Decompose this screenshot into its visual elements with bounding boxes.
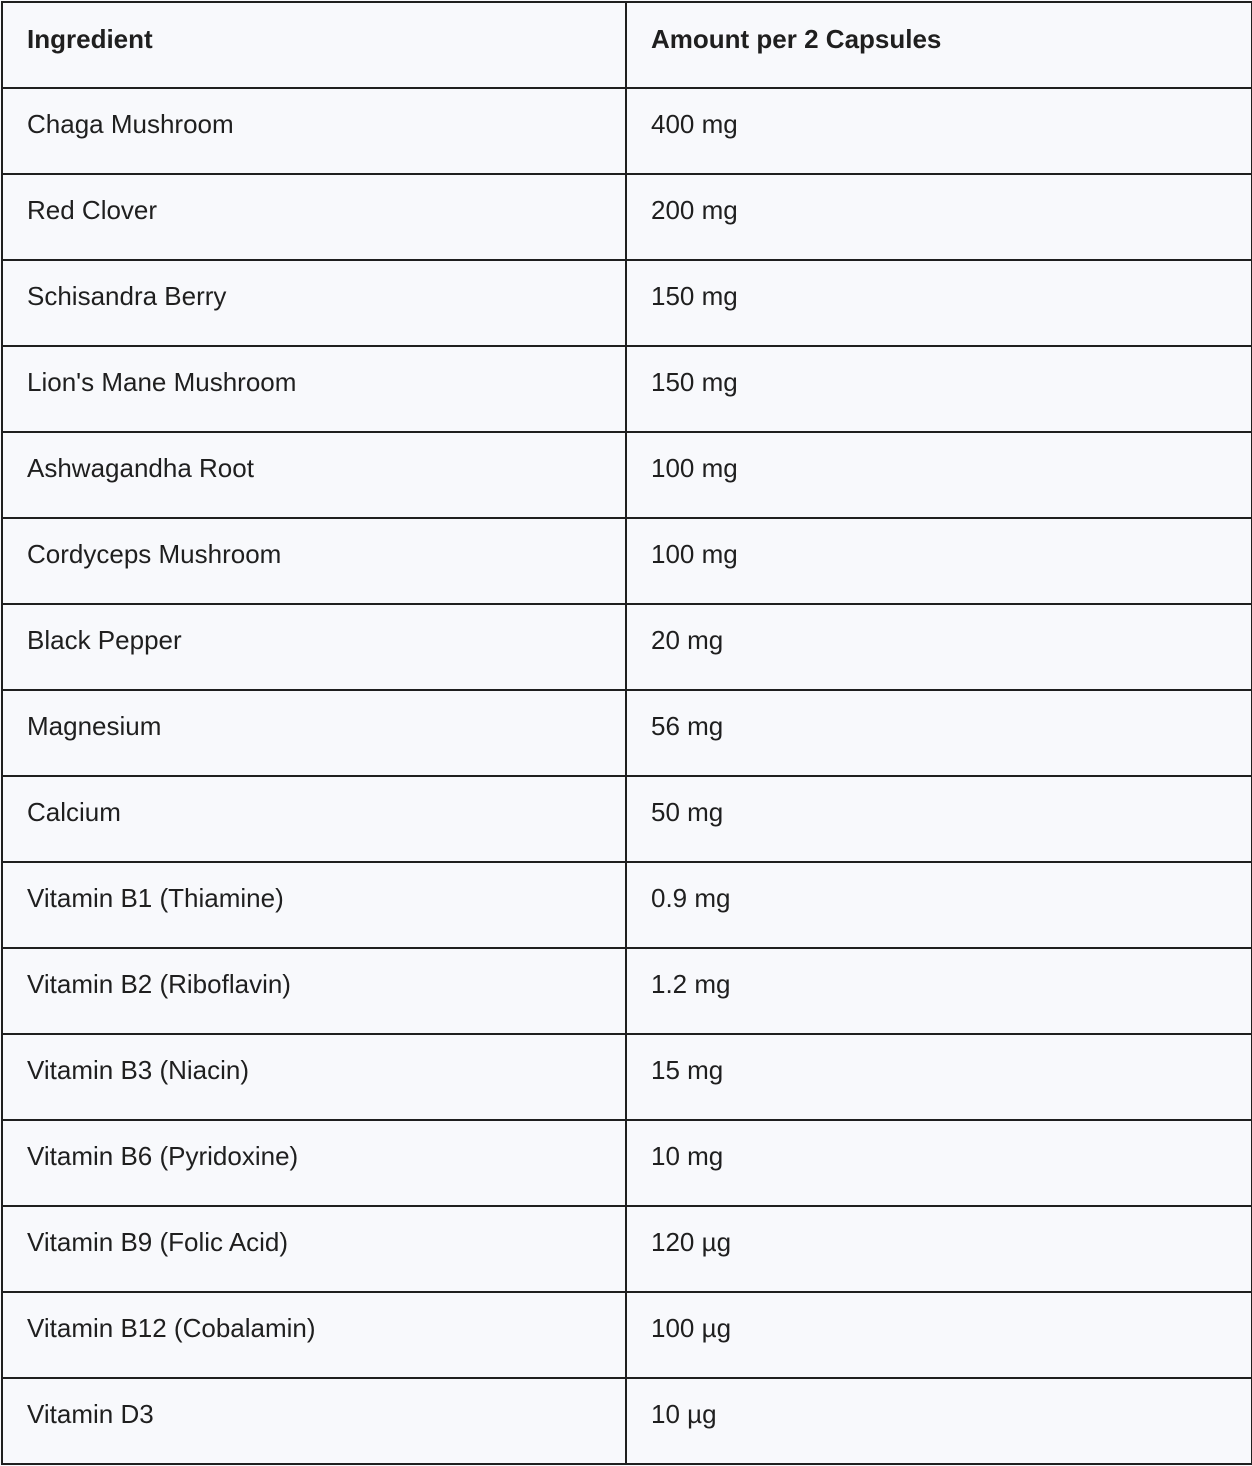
table-row bbox=[2, 432, 1252, 518]
ingredient-cell: Vitamin B12 (Cobalamin) bbox=[2, 1292, 626, 1378]
table-row bbox=[2, 1206, 1252, 1292]
amount-cell: 100 mg bbox=[626, 518, 1252, 604]
table-header-row bbox=[2, 2, 1252, 88]
amount-cell: 10 µg bbox=[626, 1378, 1252, 1464]
ingredient-cell: Vitamin D3 bbox=[2, 1378, 626, 1464]
amount-cell: 100 mg bbox=[626, 432, 1252, 518]
amount-cell: 10 mg bbox=[626, 1120, 1252, 1206]
ingredient-cell: Black Pepper bbox=[2, 604, 626, 690]
ingredient-cell: Vitamin B3 (Niacin) bbox=[2, 1034, 626, 1120]
amount-cell: 0.9 mg bbox=[626, 862, 1252, 948]
amount-cell: 100 µg bbox=[626, 1292, 1252, 1378]
table-row bbox=[2, 604, 1252, 690]
amount-cell: 150 mg bbox=[626, 346, 1252, 432]
amount-cell: 400 mg bbox=[626, 88, 1252, 174]
table-row bbox=[2, 690, 1252, 776]
table-row bbox=[2, 88, 1252, 174]
table-row bbox=[2, 776, 1252, 862]
table-body bbox=[2, 88, 1252, 1464]
ingredient-cell: Ashwagandha Root bbox=[2, 432, 626, 518]
ingredient-cell: Calcium bbox=[2, 776, 626, 862]
amount-cell: 1.2 mg bbox=[626, 948, 1252, 1034]
amount-cell: 50 mg bbox=[626, 776, 1252, 862]
ingredient-cell: Lion's Mane Mushroom bbox=[2, 346, 626, 432]
table-row bbox=[2, 174, 1252, 260]
table-row bbox=[2, 948, 1252, 1034]
header-ingredient: Ingredient bbox=[2, 2, 626, 88]
ingredient-cell: Schisandra Berry bbox=[2, 260, 626, 346]
amount-cell: 15 mg bbox=[626, 1034, 1252, 1120]
amount-cell: 150 mg bbox=[626, 260, 1252, 346]
table-row bbox=[2, 1034, 1252, 1120]
table-row bbox=[2, 1378, 1252, 1464]
amount-cell: 20 mg bbox=[626, 604, 1252, 690]
ingredient-cell: Chaga Mushroom bbox=[2, 88, 626, 174]
table-row bbox=[2, 260, 1252, 346]
amount-cell: 56 mg bbox=[626, 690, 1252, 776]
header-amount: Amount per 2 Capsules bbox=[626, 2, 1252, 88]
table-row bbox=[2, 1292, 1252, 1378]
ingredient-cell: Vitamin B2 (Riboflavin) bbox=[2, 948, 626, 1034]
amount-cell: 120 µg bbox=[626, 1206, 1252, 1292]
table-row bbox=[2, 862, 1252, 948]
ingredient-cell: Red Clover bbox=[2, 174, 626, 260]
ingredient-cell: Vitamin B1 (Thiamine) bbox=[2, 862, 626, 948]
ingredient-cell: Vitamin B9 (Folic Acid) bbox=[2, 1206, 626, 1292]
table-row bbox=[2, 1120, 1252, 1206]
amount-cell: 200 mg bbox=[626, 174, 1252, 260]
ingredients-table bbox=[1, 1, 1252, 1465]
ingredient-cell: Cordyceps Mushroom bbox=[2, 518, 626, 604]
table-row bbox=[2, 518, 1252, 604]
ingredient-cell: Magnesium bbox=[2, 690, 626, 776]
table-row bbox=[2, 346, 1252, 432]
ingredient-cell: Vitamin B6 (Pyridoxine) bbox=[2, 1120, 626, 1206]
